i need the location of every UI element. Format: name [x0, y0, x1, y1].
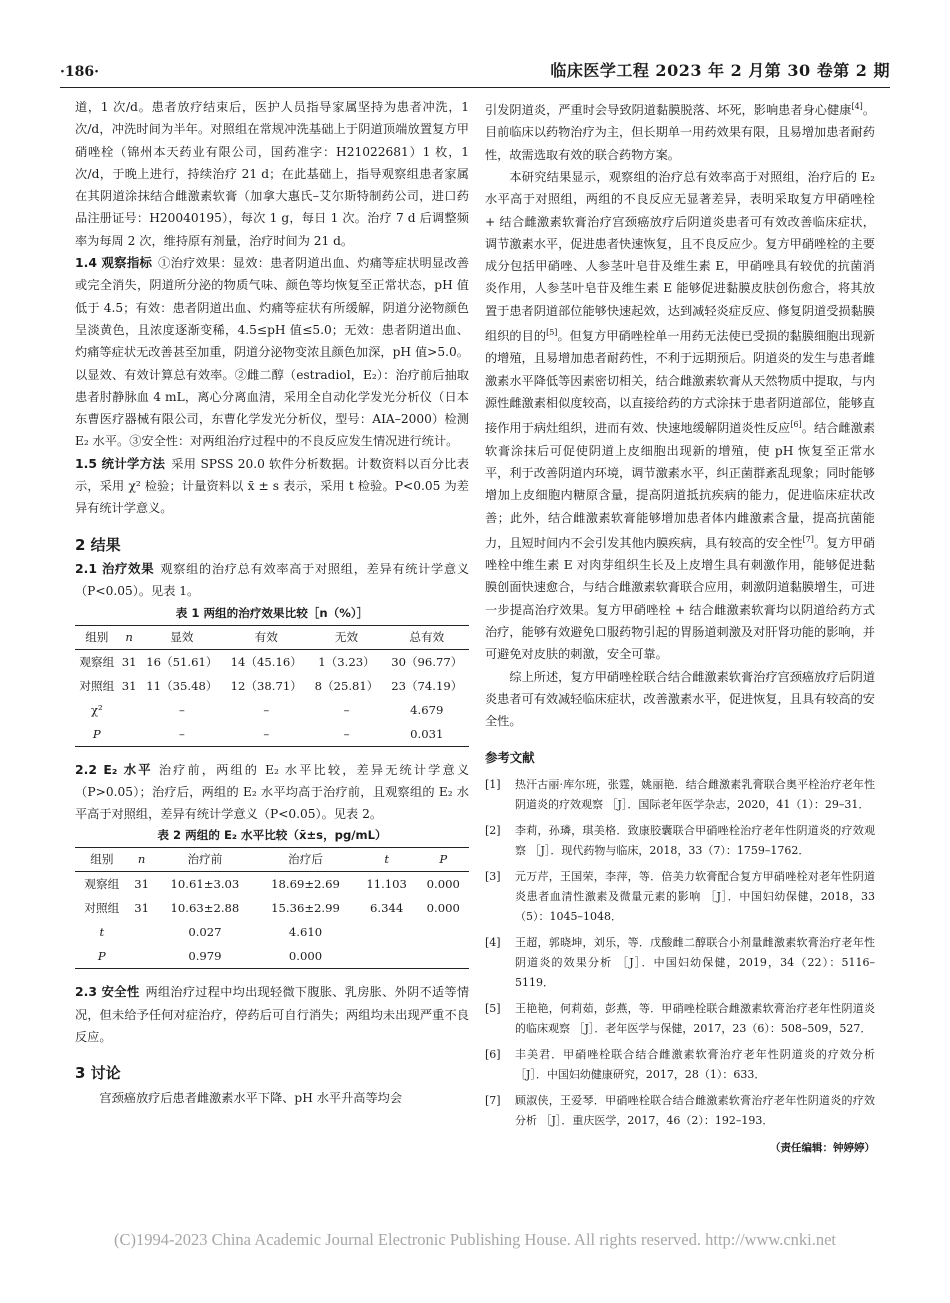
paragraph-conclusion: 综上所述，复方甲硝唑栓联合结合雌激素软膏治疗宫颈癌放疗后阴道炎患者可有效减轻临床症状，改善激素水平，促进恢复，且具有较高的安全性。 — [485, 669, 876, 729]
paragraph-discussion-2 — [485, 166, 875, 666]
table-header-cell: 治疗后 — [255, 848, 356, 872]
page-number: ·186· — [60, 64, 99, 80]
table-cell: 10.63±2.88 — [170, 901, 240, 916]
table-cell — [119, 722, 140, 747]
table-row — [75, 674, 469, 698]
reference-item — [485, 821, 875, 861]
table-cell — [417, 920, 469, 944]
table-cell — [129, 920, 155, 944]
table-cell: 4.610 — [288, 925, 323, 940]
reference-number: [5] — [485, 1001, 501, 1015]
table-cell: 31 — [121, 654, 137, 669]
responsible-editor: （责任编辑：钟婷婷） — [770, 1141, 875, 1154]
table-cell: 12（38.71） — [230, 678, 302, 693]
table-cell: 11.103 — [366, 877, 407, 892]
table-cell: 0.000 — [288, 949, 323, 964]
table-cell: 18.69±2.69 — [271, 877, 340, 892]
table-cell: 对照组 — [84, 901, 120, 916]
table-header-cell: 显效 — [140, 625, 224, 649]
table-header-cell: 无效 — [308, 625, 384, 649]
table-cell: 8（25.81） — [314, 678, 379, 693]
table-cell: 11（35.48） — [146, 678, 218, 693]
citation: [6] — [790, 420, 802, 430]
table-cell — [356, 944, 418, 969]
table-cell: – — [178, 726, 185, 741]
reference-item — [485, 775, 875, 815]
table-header-cell: n — [119, 625, 140, 649]
reference-item — [485, 1091, 875, 1131]
reference-item — [485, 933, 875, 993]
section-2-2 — [75, 759, 469, 826]
table2-caption: 表 2 两组的 E₂ 水平比较（x̄±s，pg/mL） — [157, 828, 387, 843]
paragraph-discussion-continued — [485, 96, 875, 166]
table-cell: 31 — [134, 901, 150, 916]
section-heading: 2.1 治疗效果 — [75, 560, 155, 576]
reference-item — [485, 867, 875, 927]
table-header-cell: 总有效 — [385, 625, 469, 649]
table-cell: 0.000 — [426, 901, 460, 916]
table-row — [75, 944, 469, 969]
citation: [4] — [851, 102, 863, 111]
reference-text: 王艳艳，何莉茹，彭燕，等．甲硝唑栓联合雌激素软膏治疗老年性阴道炎的临床观察 ［J］．老年医学与保健，2017，23（6）：508–509，527． — [515, 1001, 875, 1035]
section-2-3 — [75, 981, 469, 1048]
table-cell: t — [99, 925, 105, 940]
paragraph-methods-continued: 道，1 次/d。患者放疗结束后，医护人员指导家属坚持为患者冲洗，1 次/d，冲洗时间为半年。对照组在常规冲洗基础上于阴道顶端放置复方甲硝唑栓（锦州本天药业有限公司，国药准字：H21022681）1 枚，1 次/d，于晚上进行，持续治疗 21 d；在此基础上，指导观察组患者家属在其阴道涂抹结合雌激素软膏（加拿大惠氏–艾尔斯特制药公司，进口药品注册证号：H20040195），每次 1 g，每日 1 次。治疗 7 d 后调整频率为每周 2 次，维持原有剂量，治疗时间为 21 d。 — [75, 100, 469, 248]
section-body: ①治疗效果：显效：患者阴道出血、灼痛等症状明显改善或完全消失，阴道所分泌的物质气味、颜色等均恢复至正常状态，pH 值低于 4.5；有效：患者阴道出血、灼痛等症状有所缓解，阴道分泌物颜色呈淡黄色，且浓度逐渐变稀，4.5≤pH 值≤5.0；无效：患者阴道出血、灼痛等症状无改善甚至加重，阴道分泌物变浓且颜色加深，pH 值>5.0。以显效、有效计算总有效率。②雌二醇（estradiol，E₂）：治疗前后抽取患者肘静脉血 4 mL，离心分离血清，采用全自动化学发光分析仪（日本东曹医疗器械有限公司，东曹化学发光分析仪，型号：AIA–2000）检测 E₂ 水平。③安全性：对两组治疗过程中的不良反应发生情况进行统计。 — [75, 256, 470, 449]
table-cell: 10.61±3.03 — [170, 877, 240, 892]
table-header-cell: 组别 — [75, 848, 129, 872]
reference-number: [7] — [485, 1093, 501, 1107]
table-cell: 31 — [121, 678, 137, 693]
text-run: 。目前临床以药物治疗为主，但长期单一用药效果有限，且易增加患者耐药性，故需选取有效的联合药物方案。 — [485, 103, 876, 162]
section-heading: 1.4 观察指标 — [75, 255, 153, 271]
copyright-footer: (C)1994-2023 China Academic Journal Electronic Publishing House. All rights reserved. http://www.cnki.net — [113, 1230, 837, 1249]
reference-number: [4] — [485, 935, 501, 949]
table-cell: 14（45.16） — [230, 654, 302, 669]
right-column — [485, 96, 875, 1159]
header-rule — [60, 87, 890, 88]
table-cell: – — [343, 702, 350, 717]
table-cell: 0.031 — [410, 726, 444, 741]
citation: [5] — [546, 328, 558, 338]
table1 — [75, 625, 469, 747]
heading-discussion: 3 讨论 — [75, 1064, 121, 1083]
table-cell: 16（51.61） — [146, 654, 218, 669]
reference-number: [3] — [485, 869, 501, 883]
table-header-cell: 有效 — [224, 625, 308, 649]
table-header-cell: 治疗前 — [155, 848, 256, 872]
section-1-4 — [75, 252, 469, 453]
table2 — [75, 847, 469, 969]
citation: [7] — [802, 534, 814, 544]
reference-item — [485, 1045, 875, 1085]
reference-text: 热汗古丽·库尔班，张霆，姚丽艳．结合雌激素乳膏联合奥平栓治疗老年性阴道炎的疗效观察 ［J］．国际老年医学杂志，2020，41（1）：29–31． — [515, 777, 875, 811]
reference-text: 丰美君．甲硝唑栓联合结合雌激素软膏治疗老年性阴道炎的疗效分析 ［J］．中国妇幼健康研究，2017，28（1）：633． — [515, 1047, 875, 1081]
table-cell: 0.027 — [188, 925, 222, 940]
section-heading: 2.3 安全性 — [75, 984, 140, 1000]
table-cell — [129, 944, 155, 969]
reference-list — [485, 775, 875, 1131]
table-cell: 23（74.19） — [391, 678, 463, 693]
text-run: 。结合雌激素软膏涂抹后可促使阴道上皮细胞出现新的增殖，使 pH 恢复至正常水平，利于改善阴道内环境，调节激素水平，纠正菌群紊乱现象；同时能够增加上皮细胞内糖原含量，提高阴道抵抗疾病的能力，促进临床症状改善；此外，结合雌激素软膏能够增加患者体内雌激素含量，提高抗菌能力，且短时间内不会引发其他内膜疾病，具有较高的安全性 — [485, 421, 876, 550]
table-cell: P — [97, 949, 106, 964]
table-cell — [119, 698, 140, 722]
reference-number: [1] — [485, 777, 501, 791]
table-cell: 观察组 — [79, 654, 115, 669]
table-cell: 15.36±2.99 — [271, 901, 340, 916]
text-run: 。复方甲硝唑栓中维生素 E 对肉芽组织生长及上皮增生具有刺激作用，能够促进黏膜创面快速愈合，与结合雌激素软膏联合应用，刺激阴道黏膜增生，可进一步提高治疗效果。复方甲硝唑栓 + 结合雌激素软膏均以阴道给药方式治疗，能够有效避免口服药物引起的胃肠道刺激及对肝肾功能的影响，并可避免对皮肤的刺激，安全可靠。 — [485, 535, 876, 662]
section-heading: 1.5 统计学方法 — [75, 455, 166, 471]
table-row — [75, 896, 469, 920]
table-cell: 观察组 — [84, 877, 120, 892]
table-cell: 1（3.23） — [318, 654, 375, 669]
section-body: 两组治疗过程中均出现轻微下腹胀、乳房胀、外阴不适等情况，但未给予任何对症治疗，停药后可自行消失；两组均未出现严重不良反应。 — [75, 985, 470, 1045]
table-row — [75, 872, 469, 897]
reference-text: 李莉，孙璘，琪美格．致康胶囊联合甲硝唑栓治疗老年性阴道炎的疗效观察 ［J］．现代药物与临床，2018，33（7）：1759–1762． — [515, 823, 875, 857]
table-cell: 31 — [134, 877, 150, 892]
table-header-cell: t — [356, 848, 418, 872]
text-run: 引发阴道炎，严重时会导致阴道黏膜脱落、坏死，影响患者身心健康 — [485, 103, 852, 118]
table-cell: 0.979 — [188, 949, 222, 964]
heading-results: 2 结果 — [75, 535, 121, 554]
section-body: 采用 SPSS 20.0 软件分析数据。计数资料以百分比表示，采用 χ² 检验；计量资料以 x̄ ± s 表示，采用 t 检验。P<0.05 为差异有统计学意义。 — [75, 456, 470, 516]
reference-item — [485, 999, 875, 1039]
text-run: 。但复方甲硝唑栓单一用药无法使已受损的黏膜细胞出现新的增殖，且易增加患者耐药性，不利于远期预后。阴道炎的发生与患者雌激素水平降低等因素密切相关，结合雌激素软膏从天然物质中提取，与内源性雌激素相似度较高，以直接给药的方式涂抹于患者阴道部位，能够直接作用于病灶组织，进而有效、快速地缓解阴道炎性反应 — [485, 329, 876, 436]
reference-text: 元万芹，王国荣，李萍，等．倍美力软膏配合复方甲硝唑栓对老年性阴道炎患者血清性激素及微量元素的影响 ［J］．中国妇幼保健，2018，33（5）：1045–1048． — [515, 869, 875, 923]
reference-number: [2] — [485, 823, 501, 837]
reference-text: 王超，郭晓坤，刘乐，等．戊酸雌二醇联合小剂量雌激素软膏治疗老年性阴道炎的效果分析 ［J］．中国妇幼保健，2019，34（22）：5116–5119． — [515, 935, 875, 989]
journal-title: 临床医学工程 2023 年 2 月第 30 卷第 2 期 — [550, 61, 890, 80]
table-row — [75, 920, 469, 944]
table-cell: – — [263, 726, 270, 741]
table-cell: 4.679 — [410, 702, 444, 717]
section-heading: 2.2 E₂ 水平 — [75, 761, 153, 777]
table-cell: 对照组 — [79, 678, 115, 693]
table-cell — [356, 920, 418, 944]
table-row — [75, 722, 469, 747]
section-body: 观察组的治疗总有效率高于对照组，差异有统计学意义（P<0.05）。见表 1。 — [75, 561, 470, 599]
reference-number: [6] — [485, 1047, 501, 1061]
reference-text: 顾淑侠，王爱琴．甲硝唑栓联合结合雌激素软膏治疗老年性阴道炎的疗效分析 ［J］．重庆医学，2017，46（2）：192–193． — [515, 1093, 875, 1127]
paragraph-discussion-start: 宫颈癌放疗后患者雌激素水平下降、pH 水平升高等均会 — [99, 1090, 403, 1105]
section-body: 治疗前，两组的 E₂ 水平比较，差异无统计学意义（P>0.05）；治疗后，两组的 E₂ 水平均高于治疗前，且观察组的 E₂ 水平高于对照组，差异有统计学意义（P<0.05）。见表 2。 — [75, 762, 470, 822]
left-column — [75, 96, 469, 1109]
table-cell: – — [178, 702, 185, 717]
table-cell: – — [263, 702, 270, 717]
table-row — [75, 649, 469, 674]
table-cell: 6.344 — [370, 901, 404, 916]
section-2-1 — [75, 558, 469, 603]
table-cell: 30（96.77） — [391, 654, 463, 669]
table1-caption: 表 1 两组的治疗效果比较［n（%）］ — [175, 605, 369, 620]
table-cell: χ² — [90, 702, 103, 717]
table-cell: – — [343, 726, 350, 741]
page-header — [60, 54, 890, 90]
references-heading: 参考文献 — [485, 749, 535, 765]
table-cell — [417, 944, 469, 969]
table-cell: 0.000 — [426, 877, 460, 892]
table-row — [75, 698, 469, 722]
table-header-cell: P — [417, 848, 469, 872]
table-header-cell: 组别 — [75, 625, 119, 649]
table-header-cell: n — [129, 848, 155, 872]
section-1-5 — [75, 453, 469, 520]
text-run: 本研究结果显示，观察组的治疗总有效率高于对照组，治疗后的 E₂ 水平高于对照组，两组的不良反应无显著差异，表明采取复方甲硝唑栓 + 结合雌激素软膏治疗宫颈癌放疗后阴道炎患者可有效改善临床症状，调节激素水平，促进患者快速恢复，且不良反应少。复方甲硝唑栓的主要成分包括甲硝唑、人参茎叶皂苷及维生素 E，甲硝唑具有较优的抗菌消炎作用，人参茎叶皂苷及维生素 E 能够促进黏膜皮肤创伤愈合，将其放置于患者阴道部位能够快速起效，达到减轻炎症反应、修复阴道受损黏膜组织的目的 — [485, 169, 875, 344]
table-cell: P — [92, 726, 101, 741]
